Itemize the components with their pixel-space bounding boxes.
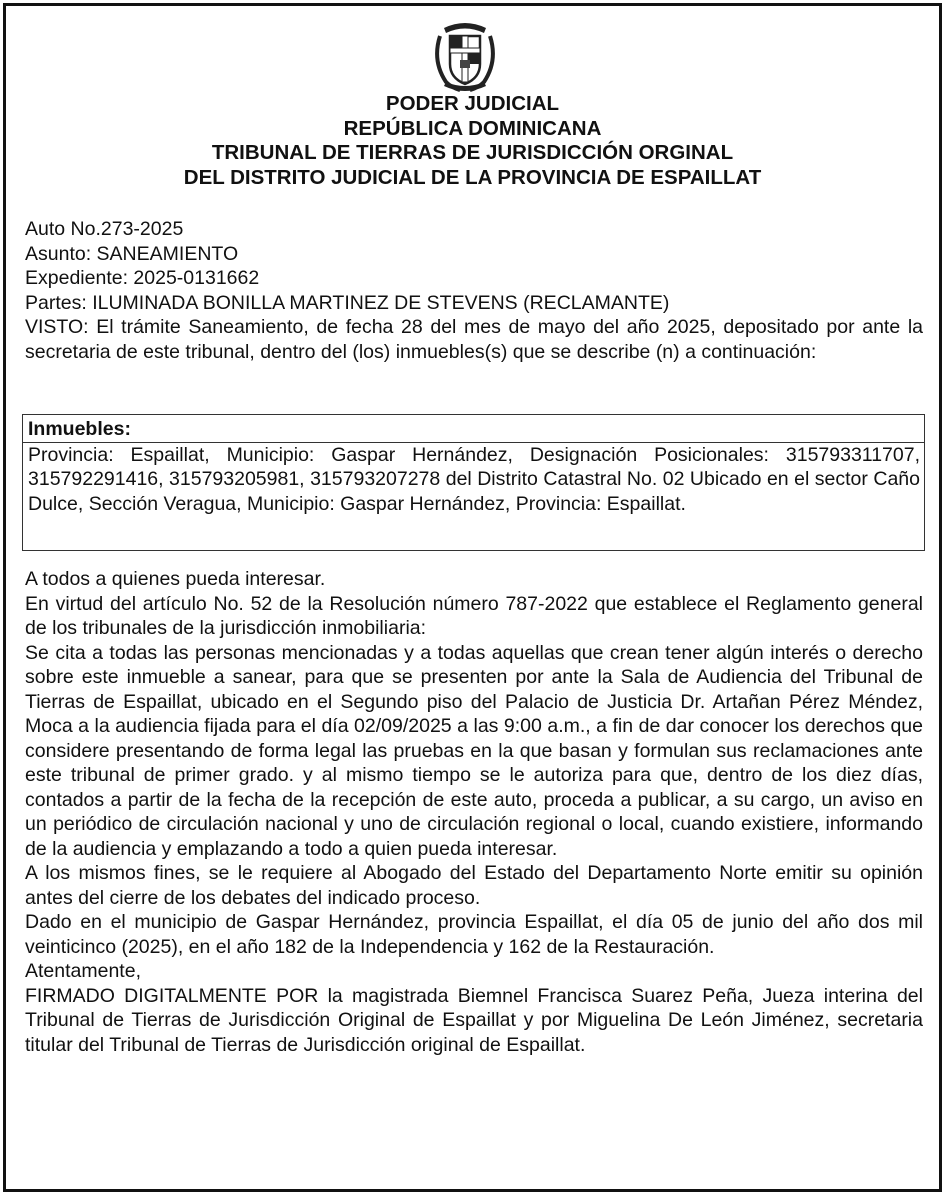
paragraph-signature: FIRMADO DIGITALMENTE POR la magistrada Biemnel Francisca Suarez Peña, Jueza interina del Tribunal de Tierras de Jurisdicción Original de Espaillat y por Miguelina De León Jiménez, secretaria titular del Tribunal de Tierras de Jurisdicción original de Espaillat.: [25, 984, 923, 1056]
paragraph-closing: Atentamente,: [25, 960, 141, 982]
legal-notice: [3, 3, 942, 1192]
property-box-title: Inmuebles:: [23, 417, 924, 443]
visto-paragraph: VISTO: El trámite Saneamiento, de fecha 28 del mes de mayo del año 2025, depositado por ante la secretaria de este tribunal, dentro del (los) inmuebles(s) que se describe (n) a continuación:: [25, 316, 923, 363]
case-details: [25, 217, 923, 364]
heading-line-4: DEL DISTRITO JUDICIAL DE LA PROVINCIA DE ESPAILLAT: [183, 165, 762, 189]
auto-number: Auto No.273-2025: [25, 218, 184, 240]
property-box: [22, 414, 925, 551]
parties: Partes: ILUMINADA BONILLA MARTINEZ DE STEVENS (RECLAMANTE): [25, 291, 670, 314]
paragraph-greeting: A todos a quienes pueda interesar.: [25, 568, 326, 590]
heading-line-1: PODER JUDICIAL: [385, 92, 560, 115]
property-description: Provincia: Espaillat, Municipio: Gaspar Hernández, Designación Posicionales: 315793311707, 315792291416, 315793205981, 315793207278 del Distrito Catastral No. 02 Ubicado en el sector Caño Dulce, Sección Veragua, Municipio: Gaspar Hernández, Provincia: Espaillat.: [28, 443, 920, 515]
heading-line-2: REPÚBLICA DOMINICANA: [343, 116, 602, 140]
paragraph-citation: Se cita a todas las personas mencionadas y a todas aquellas que crean tener algún interés o derecho sobre este inmueble a sanear, para que se presenten por ante la Sala de Audiencia del Tribunal de Tierras de Espaillat, ubicado en el Segundo piso del Palacio de Justicia Dr. Artañan Pérez Méndez, Moca a la audiencia fijada para el día 02/09/2025 a las 9:00 a.m., a fin de dar conocer los derechos que considere presentando de forma legal las pruebas en la que basan y formulan sus reclamaciones ante este tribunal de primer grado. y al mismo tiempo se le autoriza para que, dentro de los diez días, contados a partir de la fecha de la recepción de este auto, proceda a publicar, a su cargo, un aviso en un periódico de circulación nacional y uno de circulación regional o local, cuando existiere, informando de la audiencia y emplazando a todo a quien pueda interesar.: [25, 641, 923, 860]
subject: Asunto: SANEAMIENTO: [25, 242, 239, 265]
paragraph-requirement: A los mismos fines, se le requiere al Abogado del Estado del Departamento Norte emitir su opinión antes del cierre de los debates del indicado proceso.: [25, 862, 923, 909]
heading-line-3: TRIBUNAL DE TIERRAS DE JURISDICCIÓN ORGINAL: [211, 141, 734, 164]
file-number: Expediente: 2025-0131662: [25, 267, 260, 289]
paragraph-legal-basis: En virtud del artículo No. 52 de la Resolución número 787-2022 que establece el Reglamento general de los tribunales de la jurisdicción inmobiliaria:: [25, 592, 923, 639]
paragraph-issued: Dado en el municipio de Gaspar Hernández, provincia Espaillat, el día 05 de junio del año dos mil veinticinco (2025), en el año 182 de la Independencia y 162 de la Restauración.: [25, 911, 923, 958]
document-heading: [6, 92, 939, 190]
notice-body: [25, 567, 923, 1057]
coat-of-arms-icon: [430, 16, 500, 96]
